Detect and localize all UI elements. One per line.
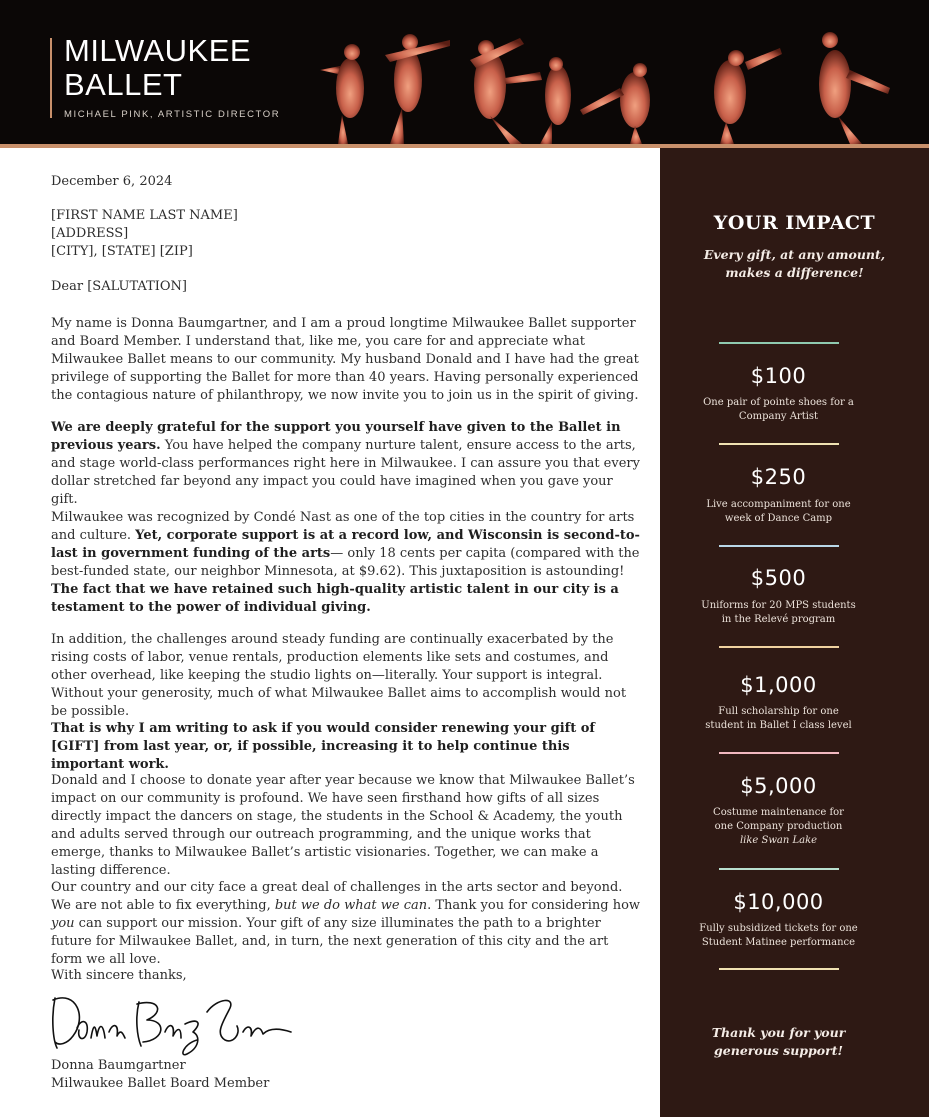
paragraph-impact: Donald and I choose to donate year after year because we know that Milwaukee Ballet’s impact on our community is profound. We have seen firsthand how gifts of all sizes directly impact the dancers on stage, the students in the School & Academy, the youth and adults served through our outreach programming, and the unique works that emerge, thanks to Milwaukee Ballet’s artistic visionaries. Together, we can make a lasting difference. (51, 773, 635, 878)
tier-desc-line: Live accompaniment for one (706, 499, 851, 510)
address-line: [ADDRESS] (51, 226, 129, 241)
dancers-photo (290, 0, 929, 144)
recipient-address (51, 207, 238, 261)
divider-rule (719, 868, 839, 870)
tier-description (684, 922, 873, 950)
tier-desc-line: One pair of pointe shoes for a (703, 397, 854, 408)
tier-description (684, 498, 873, 526)
closing: With sincere thanks, (51, 968, 187, 983)
tier-amount: $10,000 (733, 890, 824, 914)
funding-text-a: Milwaukee was recognized by Condé Nast as one of the top cities in the country for arts and culture. (51, 510, 635, 543)
paragraph-ask (51, 720, 641, 774)
signer-block (51, 1057, 269, 1093)
thank-you-note (660, 1024, 897, 1060)
address-line: [FIRST NAME LAST NAME] (51, 208, 238, 223)
tier-desc-line: one Company production (714, 821, 843, 832)
tier-amount: $100 (750, 364, 807, 388)
tier-amount: $250 (750, 465, 807, 489)
divider-rule (719, 646, 839, 648)
tier-desc-line: Fully subsidized tickets for one (699, 923, 858, 934)
tier-desc-line: in the Relevé program (721, 614, 836, 625)
gratitude-bold: We are deeply grateful for the support you yourself have given to the Ballet in previous years. (51, 420, 621, 453)
brand-divider (50, 38, 52, 118)
mission-text-b: . Thank you for considering how (427, 898, 641, 913)
thank-you-line: generous support! (714, 1043, 843, 1058)
letter-date: December 6, 2024 (51, 174, 173, 189)
signature (47, 988, 297, 1058)
ask-bold: That is why I am writing to ask if you would consider renewing your gift of [GIFT] from last year, or, if possible, increasing it to help continue this important work. (51, 721, 596, 772)
funding-bold-2: The fact that we have retained such high-quality artistic talent in our city is a testament to the power of individual giving. (51, 582, 619, 615)
paragraph-intro: My name is Donna Baumgartner, and I am a proud longtime Milwaukee Ballet supporter and Board Member. I understand that, like me, you care for and appreciate what Milwaukee Ballet means to our community. My husband Donald and I have had the great privilege of supporting the Ballet for more than 40 years. Having personally experienced the contagious nature of philanthropy, we now invite you to join us in the spirit of giving. (51, 316, 639, 403)
impact-title: YOUR IMPACT (713, 212, 876, 234)
impact-subtitle-line: Every gift, at any amount, (703, 247, 886, 262)
artistic-director: MICHAEL PINK, ARTISTIC DIRECTOR (64, 109, 281, 120)
paragraph-challenges: In addition, the challenges around steady funding are continually exacerbated by the rising costs of labor, venue rentals, production elements like sets and costumes, and other overhead, like keeping the studio lights on—literally. Your support is integral. Without your generosity, much of what Milwaukee Ballet aims to accomplish would not be possible. (51, 632, 627, 719)
mission-em-2: you (51, 916, 75, 931)
impact-subtitle-line: makes a difference! (725, 265, 864, 280)
gratitude-text: You have helped the company nurture talent, ensure access to the arts, and stage world-class performances right here in Milwaukee. I can assure you that every dollar stretched far beyond any impact you could have imagined when you gave your gift. (51, 438, 640, 507)
tier-amount: $500 (750, 566, 807, 590)
tier-desc-line: Student Matinee performance (701, 937, 856, 948)
tier-description (684, 599, 873, 627)
mission-text-c: can support our mission. Your gift of any size illuminates the path to a brighter future for Milwaukee Ballet, and, in turn, the next generation of this city and the art form we all love. (51, 916, 609, 967)
divider-rule (719, 443, 839, 445)
tier-desc-line: Uniforms for 20 MPS students (701, 600, 856, 611)
tier-amount: $1,000 (740, 673, 817, 697)
tier-desc-line: week of Dance Camp (724, 513, 833, 524)
signer-title: Milwaukee Ballet Board Member (51, 1076, 270, 1091)
mission-text-a: Our country and our city face a great deal of challenges in the arts sector and beyond. We are not able to fix everything, (51, 880, 623, 913)
tier-description (684, 705, 873, 733)
letterhead (0, 0, 929, 148)
brand-line-2: BALLET (64, 67, 183, 102)
brand-line-1: MILWAUKEE (64, 33, 252, 68)
divider-rule (719, 968, 839, 970)
tier-desc-line: Company Artist (738, 411, 819, 422)
thank-you-line: Thank you for your (711, 1025, 846, 1040)
tier-desc-line: student in Ballet I class level (705, 720, 852, 731)
divider-rule (719, 342, 839, 344)
tier-amount: $5,000 (740, 774, 817, 798)
address-line: [CITY], [STATE] [ZIP] (51, 244, 193, 259)
mission-em-1: but we do what we can (274, 898, 428, 913)
tier-description (684, 806, 873, 848)
paragraph-funding (51, 509, 641, 617)
funding-text-b: — only 18 cents per capita (compared with the best-funded state, our neighbor Minnesota, at $9.62). This juxtaposition is astounding! (51, 546, 640, 579)
impact-subtitle (680, 246, 909, 282)
impact-sidebar (660, 148, 929, 1117)
tier-description (684, 396, 873, 424)
signer-name: Donna Baumgartner (51, 1058, 186, 1073)
divider-rule (719, 545, 839, 547)
salutation: Dear [SALUTATION] (51, 279, 188, 294)
paragraph-gratitude (51, 419, 641, 509)
paragraph-mission (51, 879, 641, 969)
tier-desc-line: Full scholarship for one (718, 706, 839, 717)
tier-desc-line: like Swan Lake (739, 835, 818, 846)
funding-bold-1: Yet, corporate support is at a record low, and Wisconsin is second-to-last in government funding of the arts (51, 528, 640, 561)
divider-rule (719, 752, 839, 754)
tier-desc-line: Costume maintenance for (713, 807, 844, 818)
brand-logo (64, 34, 304, 102)
